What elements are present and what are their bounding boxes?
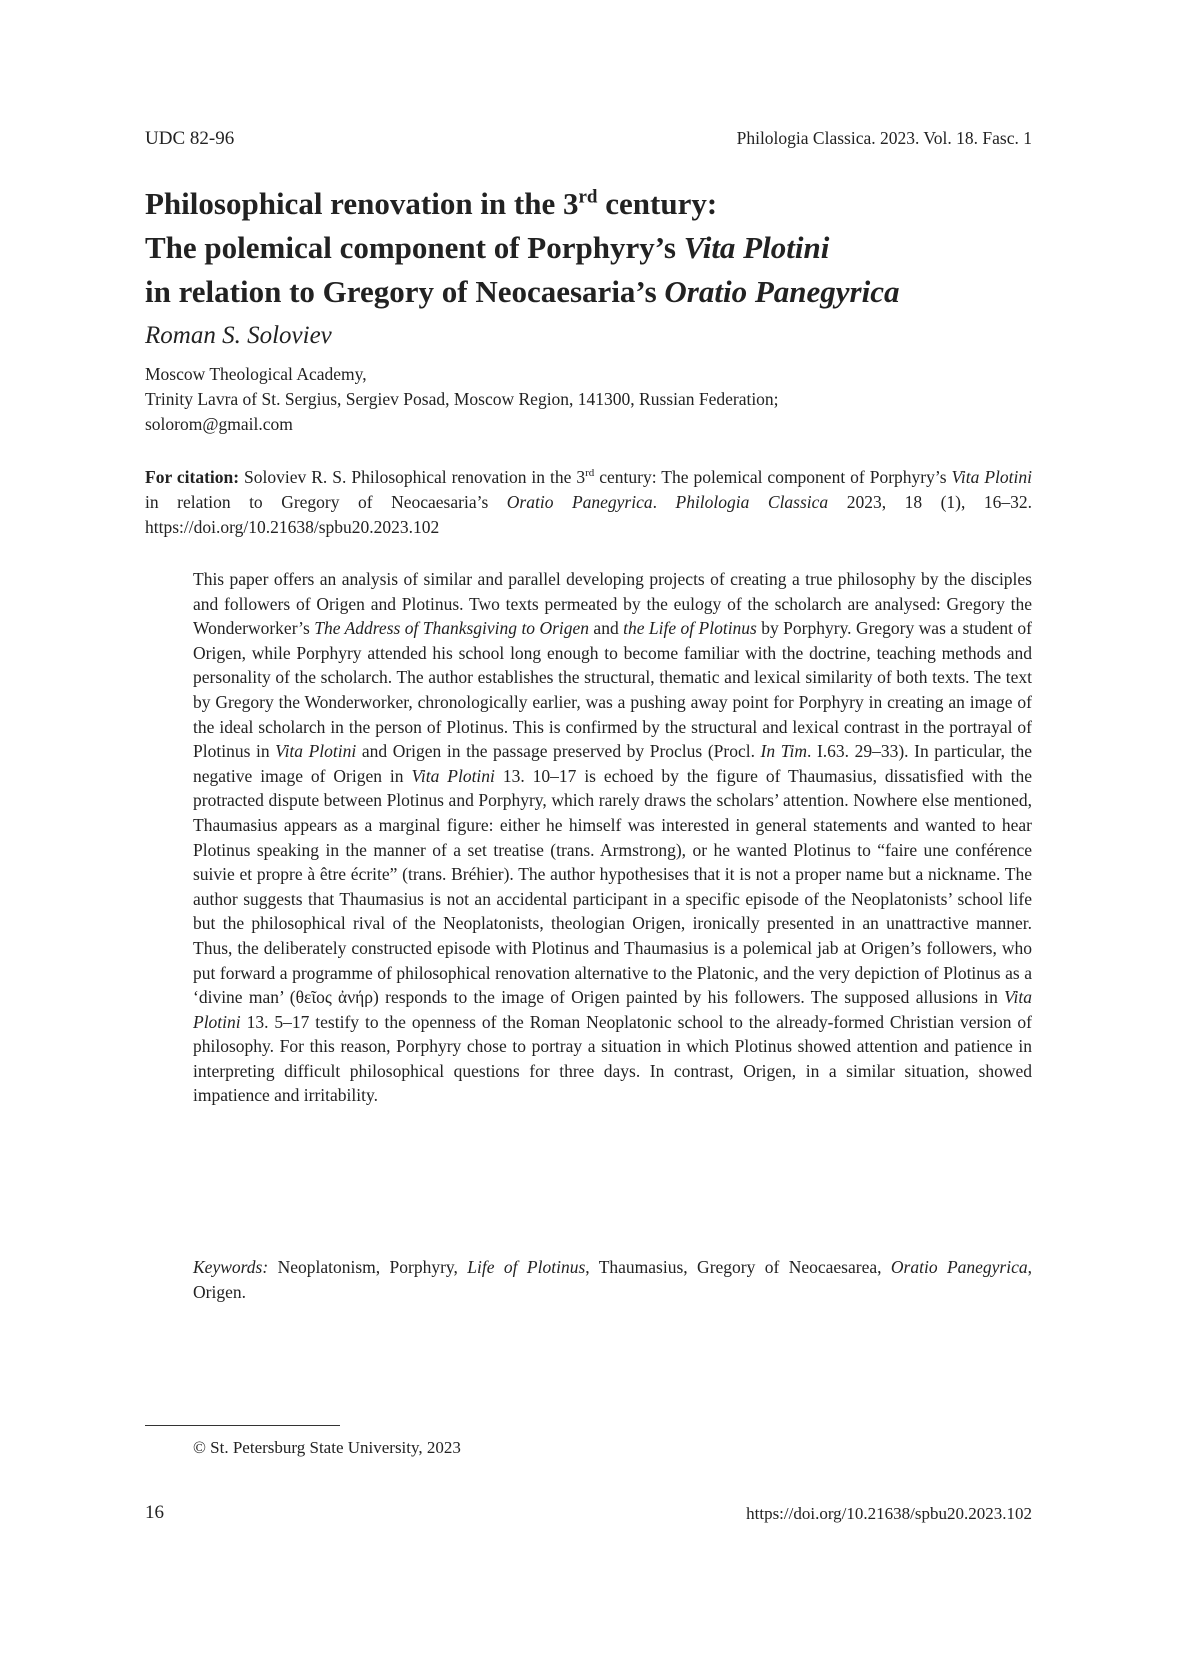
title-line-1: Philosophical renovation in the 3rd century: bbox=[145, 186, 718, 221]
title-line-3: in relation to Gregory of Neocaesaria’s Oratio Panegyrica bbox=[145, 274, 900, 309]
title-line-2: The polemical component of Porphyry’s Vita Plotini bbox=[145, 230, 830, 265]
keywords: Keywords: Neoplatonism, Porphyry, Life of Plotinus, Thaumasius, Gregory of Neocaesarea, Oratio Panegyrica, Origen. bbox=[193, 1257, 1032, 1302]
running-header bbox=[145, 128, 1032, 158]
footer-doi-link[interactable]: https://doi.org/10.21638/spbu20.2023.102 bbox=[746, 1504, 1032, 1523]
journal-info: Philologia Classica. 2023. Vol. 18. Fasc. 1 bbox=[736, 128, 1032, 148]
author-email[interactable]: solorom@gmail.com bbox=[145, 414, 293, 434]
author-name: Roman S. Soloviev bbox=[145, 322, 332, 349]
footnote-divider bbox=[145, 1425, 340, 1426]
udc-code: UDC 82-96 bbox=[145, 128, 235, 149]
keywords-label: Keywords: bbox=[193, 1257, 269, 1277]
affiliation bbox=[145, 362, 1045, 437]
article-title bbox=[145, 182, 1045, 314]
copyright-footnote: © St. Petersburg State University, 2023 bbox=[193, 1438, 461, 1457]
page-number: 16 bbox=[145, 1502, 164, 1523]
affiliation-address: Trinity Lavra of St. Sergius, Sergiev Posad, Moscow Region, 141300, Russian Federation; bbox=[145, 389, 779, 409]
affiliation-institution: Moscow Theological Academy, bbox=[145, 364, 367, 384]
abstract: This paper offers an analysis of similar and parallel developing projects of creating a true philosophy by the disciples and followers of Origen and Plotinus. Two texts permeated by the eulogy of the scholarch are analysed: Gregory the Wonderworker’s The Address of Thanksgiving to Origen and the Life of Plotinus by Porphyry. Gregory was a student of Origen, while Porphyry attended his school long enough to become familiar with the doctrine, teaching methods and personality of the scholarch. The author establishes the structural, thematic and lexical similarity of both texts. The text by Gregory the Wonderworker, chronologically earlier, was a pushing away point for Porphyry in creating an image of the ideal scholarch in the person of Plotinus. This is confirmed by the structural and lexical contrast in the portrayal of Plotinus in Vita Plotini and Origen in the passage preserved by Proclus (Procl. In Tim. I.63. 29–33). In particular, the negative image of Origen in Vita Plotini 13. 10–17 is echoed by the figure of Thaumasius, dissatisfied with the protracted dispute between Plotinus and Porphyry, which rarely draws the scholars’ attention. Nowhere else mentioned, Thaumasius appears as a marginal figure: either he himself was interested in general statements and wanted to hear Plotinus speaking in the manner of a set treatise (trans. Armstrong), or he wanted Plotinus to “faire une conférence suivie et propre à être écrite” (trans. Bréhier). The author hypothesises that it is not a proper name but a nickname. The author suggests that Thaumasius is not an accidental participant in a specific episode of the Neoplatonists’ school life but the philosophical rival of the Neoplatonists, theologian Origen, ironically presented in an unattractive manner. Thus, the deliberately constructed episode with Plotinus and Thaumasius is a polemical jab at Origen’s followers, who put forward a programme of philosophical renovation alternative to the Platonic, and the very depiction of Plotinus as a ‘divine man’ (θεῖος ἀνήρ) responds to the image of Origen painted by his followers. The supposed allusions in Vita Plotini 13. 5–17 testify to the openness of the Roman Neoplatonic school to the already-formed Christian version of philosophy. For this reason, Porphyry chose to portray a situation in which Plotinus showed attention and patience in interpreting difficult philosophical questions for three days. In contrast, Origen, in a similar situation, showed impatience and irritability. bbox=[193, 569, 1032, 1106]
citation-label: For citation: bbox=[145, 467, 240, 487]
citation-block: For citation: Soloviev R. S. Philosophical renovation in the 3rd century: The polemical component of Porphyry’s Vita Plotini in relation to Gregory of Neocaesaria’s Oratio Panegyrica. Philologia Classica 2023, 18 (1), 16–32. https://doi.org/10.21638/spbu20.2023.102 bbox=[145, 467, 1032, 537]
